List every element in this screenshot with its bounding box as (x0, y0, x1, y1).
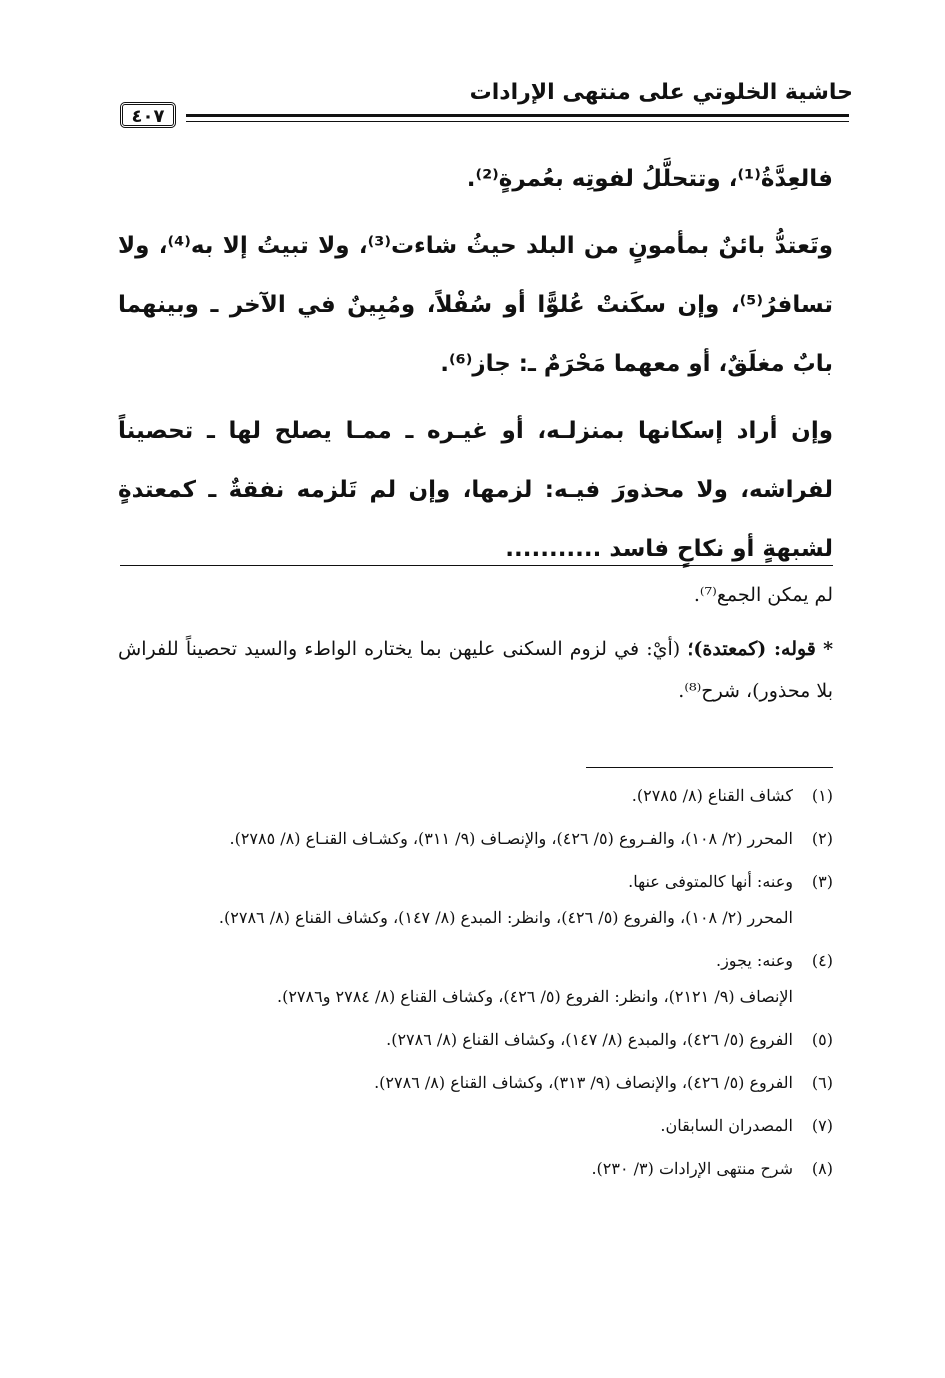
footnote-number: (٥) (811, 1030, 833, 1049)
footnote (118, 1151, 833, 1187)
header-rule (186, 114, 849, 122)
running-title: حاشية الخلوتي على منتهى الإرادات (469, 80, 853, 105)
main-paragraph-3 (118, 402, 833, 579)
footnote (118, 864, 833, 936)
main-paragraph-3-text: وإن أراد إسكانها بمنزلـه، أو غيـره ـ ممـا يصلح لها ـ تحصيناً لفراشه، ولا محذورَ فيـه: لزمها، وإن لم تَلزمه نفقةٌ ـ كمعتدةٍ لشبهةٍ أو نكاحٍ فاسد (118, 418, 833, 562)
footnote-number: (٦) (811, 1073, 833, 1092)
footnote (118, 1022, 833, 1058)
footnote-text: شرح منتهى الإرادات (٣/ ٢٣٠). (591, 1159, 793, 1178)
main-paragraph-2: وتَعتدُّ بائنٌ بمأمونٍ من البلد حيثُ شاءت⁽³⁾، ولا تبيتُ إلا به⁽⁴⁾، ولا تسافرُ⁽⁵⁾، وإن سكَنتْ عُلوًّا أو سُفْلاً، ومُبِينٌ في الآخر ـ وبينهما بابٌ مغلَقٌ، أو معهما مَحْرَمٌ ـ: جاز⁽⁶⁾. (118, 233, 833, 377)
page-number: ٤٠٧ (120, 102, 176, 128)
footnotes (118, 778, 833, 1194)
footnote-number: (٣) (811, 872, 833, 891)
footnote-text: وعنه: يجوز. (715, 951, 793, 970)
footnote (118, 1108, 833, 1144)
footnote-text: الفروع (٥/ ٤٢٦)، والمبدع (٨/ ١٤٧)، وكشاف القناع (٨/ ٢٧٨٦). (386, 1030, 793, 1049)
footnote-text: الإنصاف (٩/ ٢١٢١)، وانظر: الفروع (٥/ ٤٢٦)، وكشاف القناع (٨/ ٢٧٨٤ و٢٧٨٦). (276, 987, 793, 1006)
footnote (118, 821, 833, 857)
commentary-lead: قوله: (كمعتدة)؛ (687, 638, 816, 660)
commentary-paragraph (118, 628, 833, 712)
footnote-text: وعنه: أنها كالمتوفى عنها. (628, 872, 793, 891)
footnotes-divider (586, 767, 833, 768)
commentary-line-1: لم يمكن الجمع⁽⁷⁾. (693, 584, 833, 606)
footnote-text: كشاف القناع (٨/ ٢٧٨٥). (631, 786, 793, 805)
commentary (118, 574, 833, 712)
commentary-text: (أيْ: في لزوم السكنى عليهن بما يختاره الواطء والسيد تحصيناً للفراش بلا محذور)، شرح⁽⁸⁾. (118, 638, 833, 702)
footnote-number: (١) (811, 786, 833, 805)
footnote-number: (٧) (811, 1116, 833, 1135)
continuation-dots: ........... (505, 536, 602, 562)
footnote-text: المصدران السابقان. (660, 1116, 793, 1135)
footnote-number: (٨) (811, 1159, 833, 1178)
main-text-divider (120, 565, 833, 566)
footnote-number: (٢) (811, 829, 833, 848)
main-text (118, 150, 833, 579)
footnote (118, 778, 833, 814)
footnote (118, 943, 833, 1015)
main-line-1: فالعِدَّةُ⁽¹⁾، وتتحلَّلُ لفوتِه بعُمرةٍ⁽²⁾. (466, 166, 833, 192)
footnote-text: المحرر (٢/ ١٠٨)، والفروع (٥/ ٤٢٦)، وانظر: المبدع (٨/ ١٤٧)، وكشاف القناع (٨/ ٢٧٨٦). (218, 908, 793, 927)
star-marker: * (823, 638, 833, 660)
footnote-number: (٤) (811, 951, 833, 970)
footnote (118, 1065, 833, 1101)
footnote-text: المحرر (٢/ ١٠٨)، والفـروع (٥/ ٤٢٦)، والإنصـاف (٩/ ٣١١)، وكشـاف القنـاع (٨/ ٢٧٨٥). (229, 829, 793, 848)
footnote-text: الفروع (٥/ ٤٢٦)، والإنصاف (٩/ ٣١٣)، وكشاف القناع (٨/ ٢٧٨٦). (374, 1073, 793, 1092)
